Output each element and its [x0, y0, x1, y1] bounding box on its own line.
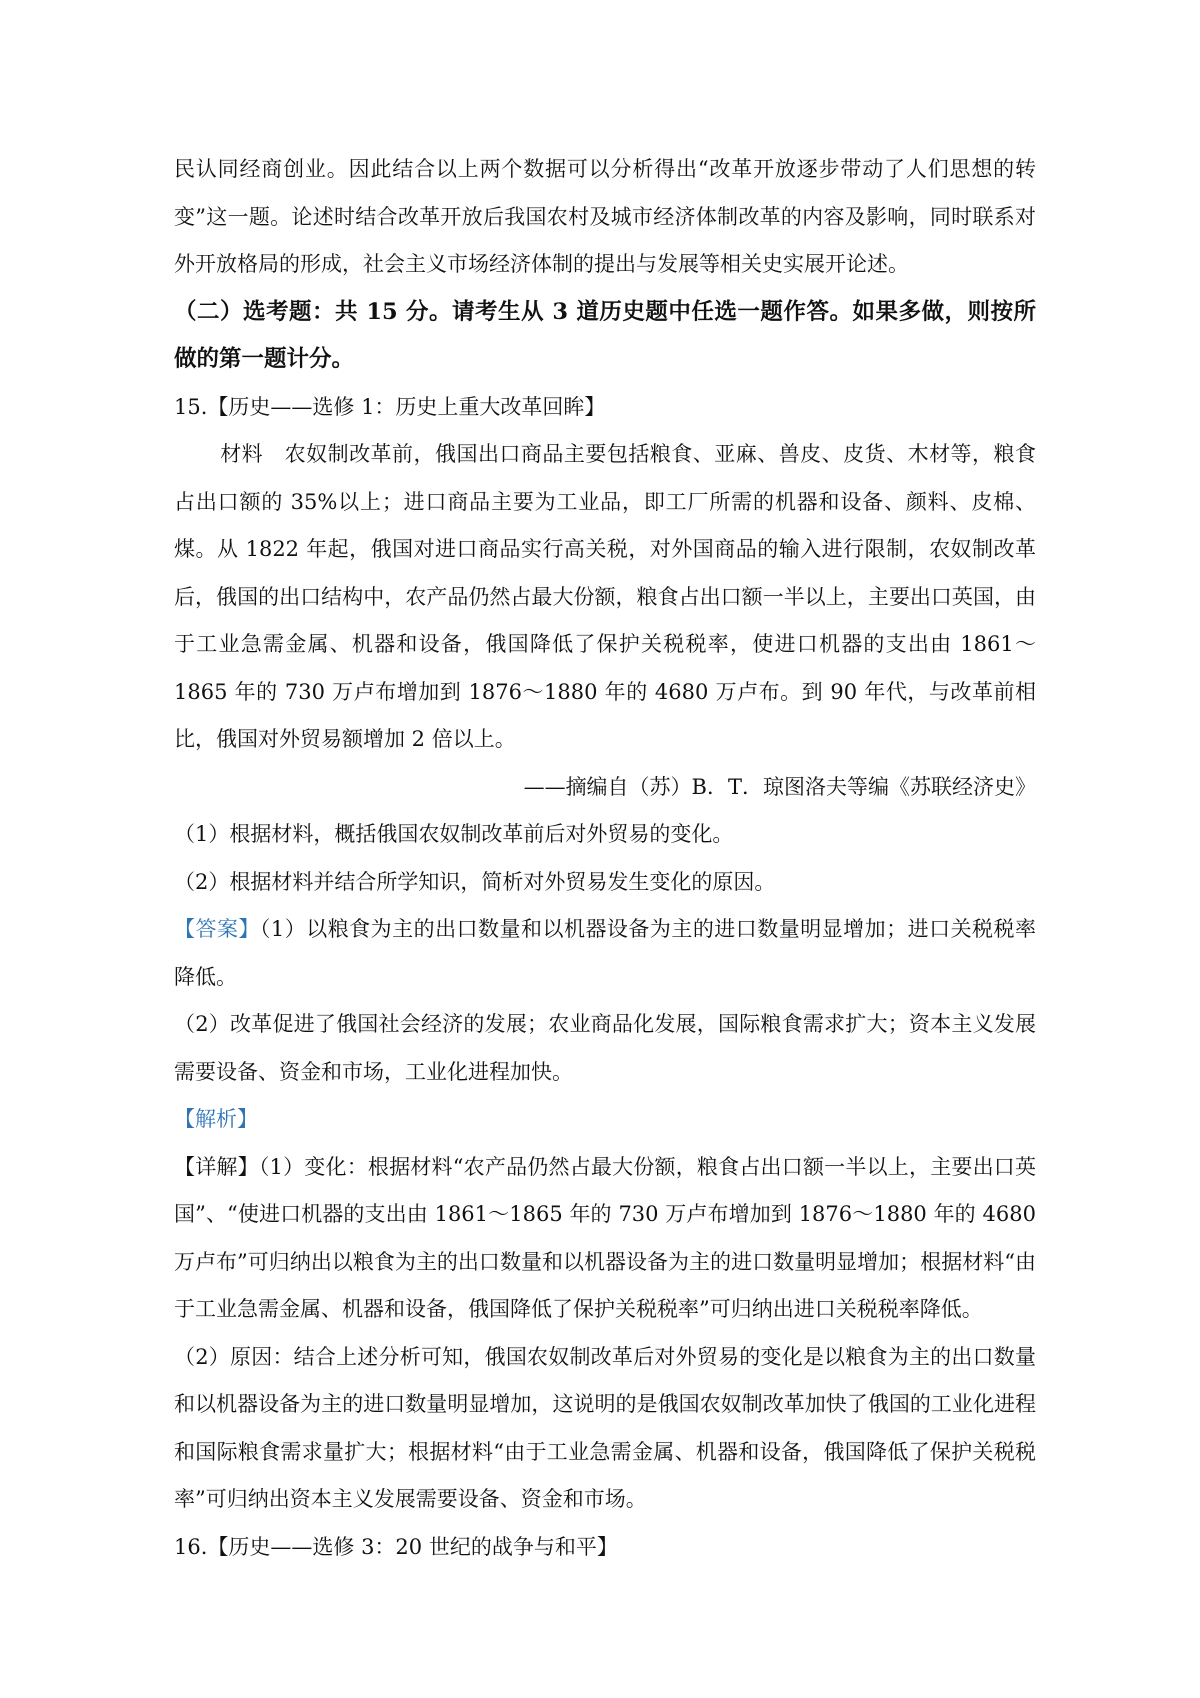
question-15-material: 材料 农奴制改革前，俄国出口商品主要包括粮食、亚麻、兽皮、皮货、木材等，粮食占出口额的 35%以上；进口商品主要为工业品，即工厂所需的机器和设备、颜料、皮棉、煤。从 1822 年起，俄国对进口商品实行高关税，对外国商品的输入进行限制，农奴制改革后，俄国的出口结构中，农产品仍然占最大份额，粮食占出口额一半以上，主要出口英国，由于工业急需金属、机器和设备，俄国降低了保护关税税率，使进口机器的支出由 1861～1865 年的 730 万卢布增加到 1876～1880 年的 4680 万卢布。到 90 年代，与改革前相比，俄国对外贸易额增加 2 倍以上。	[174, 442, 1036, 751]
detail-1-text: （1）变化：根据材料“农产品仍然占最大份额，粮食占出口额一半以上，主要出口英国”、“使进口机器的支出由 1861～1865 年的 730 万卢布增加到 1876～1880 年的 4680 万卢布”可归纳出以粮食为主的出口数量和以机器设备为主的进口数量明显增加；根据材料“由于工业急需金属、机器和设备，俄国降低了保护关税税率”可归纳出进口关税税率降低。	[174, 1154, 1037, 1321]
answer-2: （2）改革促进了俄国社会经济的发展；农业商品化发展，国际粮食需求扩大；资本主义发展需要设备、资金和市场，工业化进程加快。	[174, 1012, 1036, 1084]
section-heading: （二）选考题：共 15 分。请考生从 3 道历史题中任选一题作答。如果多做，则按所做的第一题计分。	[174, 298, 1036, 372]
question-15-part-1: （1）根据材料，概括俄国农奴制改革前后对外贸易的变化。	[174, 822, 734, 846]
material-source: ——摘编自（苏）B．T．琼图洛夫等编《苏联经济史》	[523, 774, 1036, 799]
document-page	[174, 146, 1036, 1571]
analysis-label: 【解析】	[174, 1107, 258, 1131]
question-15-part-2: （2）根据材料并结合所学知识，简析对外贸易发生变化的原因。	[174, 869, 776, 894]
detail-label: 【详解】	[174, 1154, 259, 1179]
intro-paragraph: 民认同经商创业。因此结合以上两个数据可以分析得出“改革开放逐步带动了人们思想的转变”这一题。论述时结合改革开放后我国农村及城市经济体制改革的内容及影响，同时联系对外开放格局的形成，社会主义市场经济体制的提出与发展等相关史实展开论述。	[174, 157, 1036, 276]
question-15-title: 15.【历史——选修 1：历史上重大改革回眸】	[174, 394, 606, 419]
question-16-title: 16.【历史——选修 3：20 世纪的战争与和平】	[174, 1534, 618, 1559]
detail-2: （2）原因：结合上述分析可知，俄国农奴制改革后对外贸易的变化是以粮食为主的出口数量和以机器设备为主的进口数量明显增加，这说明的是俄国农奴制改革加快了俄国的工业化进程和国际粮食需求量扩大；根据材料“由于工业急需金属、机器和设备，俄国降低了保护关税税率”可归纳出资本主义发展需要设备、资金和市场。	[174, 1344, 1036, 1511]
detail-1	[174, 1144, 1036, 1334]
answer-1	[174, 906, 1036, 1001]
answer-1-text: （1）以粮食为主的出口数量和以机器设备为主的进口数量明显增加；进口关税税率降低。	[174, 917, 1037, 989]
answer-label: 【答案】	[174, 917, 260, 941]
